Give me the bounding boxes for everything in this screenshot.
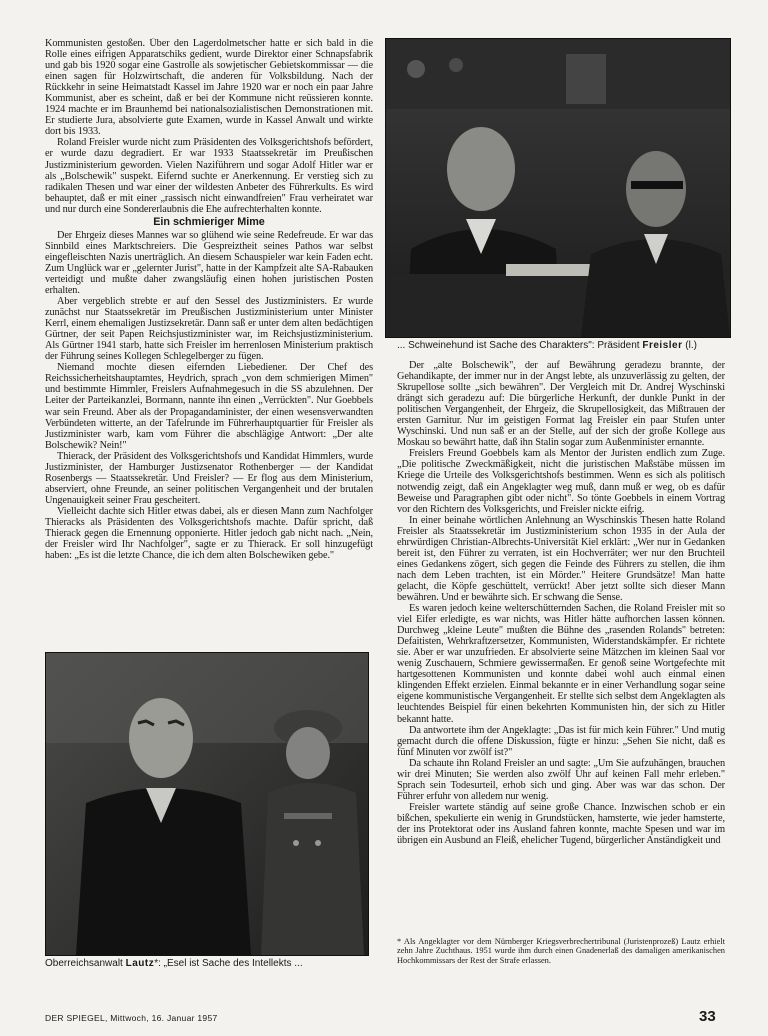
caption-text: ... Schweinehund ist Sache des Charakters": Präsident [397, 340, 643, 351]
left-article-column [45, 38, 373, 646]
article-paragraph: In einer beinahe wörtlichen Anlehnung an Wyschinskis Thesen hatte Roland Freisler als Staatssekretär im Justizministerium schon 1935 in der Aula der ehrwürdigen Christian-Albrechts-Universität Kiel erklärt: „Wer nur in Gedanken bereit ist, den Führer zu verraten, ist ein Hochverräter; wer nur den Bruchteil eines Gedankens zögert, sich gegen die Feinde des Führers zu stellen, die ihm nach dem Leben trachten, ist ein Mörder." Heitere Grundsätze! Man hatte gelacht, die Köpfe geschüttelt, verrückt! Aber jetzt sollte sich dieser Mann bewähren. Und er bewährte sich. Er schwang die Sense. [397, 514, 725, 603]
article-paragraph: Thierack, der Präsident des Volksgerichtshofs und Kandidat Himmlers, wurde Justizminister, der Hamburger Justizsenator Rothenberger — der Kandidat Rosenbergs — Staatssekretär. Und Freisler? — Er flog aus dem Ministerium, abserviert, ohne Freunde, an seiner politischen Vergangenheit und der brutalen Ungenauigkeit seiner Frau gescheitert. [45, 450, 373, 506]
footnote: * Als Angeklagter vor dem Nürnberger Kriegsverbrechertribunal (Juristenprozeß) Lautz erhielt zehn Jahre Zuchthaus. 1951 wurde ihm durch einen Gnadenerlaß des damaligen amerikanischen Hochkommissars der Rest der Strafe erlassen. [397, 937, 725, 965]
article-paragraph: Niemand mochte diesen eifernden Liebediener. Der Chef des Reichssicherheitshauptamtes, Heydrich, sprach „von dem schmierigen Mimen" und bestimmte Himmler, Freislers Aufnahmegesuch in die SS abzulehnen. Der Leiter der Parteikanzlei, Bormann, nannte ihn einen „Verrückten". Nur Goebbels war sein Freund. Aber als der Propagandaminister, der einen wesensverwandten Verbündeten witterte, an der Tafelrunde im Führerhauptquartier für Freisler als Justizminister warb, kam vom Führer die abschlägige Antwort: „Der alte Bolschewik? Nein!" [45, 362, 373, 451]
caption-name: Freisler [642, 340, 683, 351]
section-subheading: Ein schmieriger Mime [153, 215, 265, 228]
article-paragraph: Vielleicht dachte sich Hitler etwas dabei, als er diesen Mann zum Nachfolger Thieracks als Präsidenten des Volksgerichtshofs machte. Dafür spricht, daß Thierack gegen die Ernennung opponierte. Hitler jedoch gab nicht nach. „Nein, der Freisler wird Ihr Nachfolger", sagte er zu Thierack. Er soll hinzugefügt haben: „Es ist die letzte Chance, die ich dem alten Bolschewiken gebe." [45, 505, 373, 562]
bottom-photo-caption [45, 958, 303, 970]
lautz-photo [45, 652, 369, 956]
caption-text: Oberreichsanwalt [45, 958, 126, 969]
article-paragraph: Roland Freisler wurde nicht zum Präsidenten des Volksgerichtshofs befördert, er wurde dazu degradiert. Er war 1933 Staatssekretär im Preußischen Justizministerium geworden. Vielen Naziführern und sogar Adolf Hitler war er als „Bolschewik" suspekt. Eifernd suchte er Anerkennung. Er verstieg sich zu radikalen Thesen und war einer der wildesten Anbeter des Führerkults. Es wird behauptet, daß er mit einer „rassisch nicht einwandfreien" Frau verheiratet war und nur durch eine Sondererlaubnis die Ehe aufrechterhalten konnte. [45, 137, 373, 215]
photo-illustration [46, 653, 368, 955]
article-paragraph: Da schaute ihn Roland Freisler an und sagte: „Um Sie aufzuhängen, brauchen wir drei Minuten; Sie werden also zwölf Uhr auf keinen Fall mehr erleben." Sprach sein Todesurteil, erhob sich und ging. Aber was war das schon. Der Führer erfuhr von alledem nur wenig. [397, 757, 725, 802]
article-paragraph: Aber vergeblich strebte er auf den Sessel des Justizministers. Er wurde zunächst nur Staatssekretär im Preußischen Justizministerium unter Minister Kerrl, einem ehemaligen Justizsekretär. Dann saß er unter dem alten bedächtigen Gürtner, der seit Papen Reichsjustizminister war, im Reichsjustizministerium. Als Gürtner 1941 starb, hatte sich Freisler im herrenlosen Ministerium praktisch der Führung seines Kollegen Schlegelberger zu fügen. [45, 296, 373, 363]
article-paragraph: Freisler wartete ständig auf seine große Chance. Inzwischen schob er ein bißchen, spekulierte ein wenig in Grundstücken, hamsterte, wie jeder hamsterte, der ins Protektorat oder ins Ausland fahren konnte, machte Spesen und war im übrigen ein Ausbund an Fleiß, ehelicher Tugend, bürgerlicher Anständigkeit und [397, 801, 725, 847]
page-number: 33 [699, 1008, 716, 1025]
caption-name: Lautz [125, 958, 155, 969]
article-paragraph: Der Ehrgeiz dieses Mannes war so glühend wie seine Redefreude. Er war das Sinnbild eines Marktschreiers. Die Gespreiztheit seines Pathos war selbst eingefleischten Nazis unerträglich. An diesem Schauspieler war kein Faden echt. Zum Unglück war er „gelernter Jurist", hatte in der Kampfzeit alte SA-Rabauken verteidigt und mußte daher zwangsläufig einen hohen juristischen Posten erhalten. [45, 229, 373, 296]
article-paragraph: Der „alte Bolschewik", der auf Bewährung geradezu brannte, der Gehandikapte, der immer nur in der Angst lebte, als unzuverlässig zu gelten, der Skrupellose sollte „sich bewähren". Der Vergleich mit Dr. Andrej Wyschinski drängt sich geradezu auf: Die bürgerliche Herkunft, der dunkle Punkt in der politischen Vergangenheit, der Ehrgeiz, die Skrupellosigkeit, das Mißtrauen der ersten Garnitur. Nur im geistigen Format lag Freisler ein paar Stufen unter Wyschinski. Und nun saß er an der Stelle, auf der sich der große Kollege aus Moskau so bewährt hatte, daß ihn Stalin sogar zum Außenminister ernannte. [397, 360, 725, 449]
article-paragraph: Kommunisten gestoßen. Über den Lagerdolmetscher hatte er sich bald in die Rolle eines eifrigen Apparatschiks gedient, wurde Direktor einer Schnapsfabrik und gab bis 1920 sogar eine Gastrolle als sowjetischer Gebietskommissar — die einen sagen für Holzwirtschaft, die anderen für Volksbildung. Nach der Rückkehr in seine Heimatstadt Kassel im Jahre 1920 war er noch ein paar Jahre Kommunist, aber es scheint, daß er bei der Kommune nicht reüssieren konnte. 1924 machte er im Braunhemd bei nationalsozialistischen Demonstrationen mit. Er studierte Jura, absolvierte gute Examen, wurde in Kassel Anwalt und wirkte dort bis 1933. [45, 38, 373, 138]
article-paragraph: Da antwortete ihm der Angeklagte: „Das ist für mich kein Führer." Und mutig gemacht durch die offene Diskussion, fügte er hinzu: „Sehen Sie nicht, daß es fünf Minuten vor zwölf ist?" [397, 724, 725, 758]
publication-line: DER SPIEGEL, Mittwoch, 16. Januar 1957 [45, 1013, 218, 1023]
right-article-column [397, 360, 725, 932]
caption-text: (l.) [682, 340, 697, 351]
top-photo-caption [397, 340, 697, 352]
freisler-courtroom-photo [385, 38, 731, 338]
article-paragraph: Es waren jedoch keine welterschütternden Sachen, die Roland Freisler mit so viel Eifer erledigte, es war nichts, was Hitler hätte aufhorchen lassen können. Durchweg „kleine Leute" mußten die Bühne des „rasenden Rolands" betreten: Defaitisten, Wehrkraftzersetzer, Kommunisten, Widerstandskämpfer. Er richtete sie. Aber er war unzufrieden. Er absolvierte seine Mätzchen im kleinen Saal vor wenig Zuschauern, Schmiere gewissermaßen. Er genoß seine Wortgefechte mit hartgesottenen Kommunisten und konnte dabei wohl auch einmal einen klingenden Effekt erzielen. Einmal bekannte er in einer Verhandlung sogar seine eigene kommunistische Vergangenheit. Er stellte sich selbst dem Angeklagten als leuchtendes Beispiel für einen bekehrten Kommunisten hin, der sich zu Hitler bekannt hatte. [397, 603, 725, 725]
caption-text: *: „Esel ist Sache des Intellekts ... [154, 958, 303, 969]
photo-illustration [386, 39, 730, 337]
article-paragraph: Freislers Freund Goebbels kam als Mentor der Juristen endlich zum Zuge. „Die politische Zweckmäßigkeit, nicht die juristischen Maßstäbe müssen im Kriege die Urteile des Volksgerichtshofs bestimmen. Wenn es sich als politisch notwendig zeigt, daß ein Angeklagter weg muß, dann muß er weg, ob es dafür Beweise und Paragraphen gibt oder nicht". So tönte Goebbels in einem Vortrag vor den Richtern des Volksgerichts, und Freisler nickte eifrig. [397, 448, 725, 515]
